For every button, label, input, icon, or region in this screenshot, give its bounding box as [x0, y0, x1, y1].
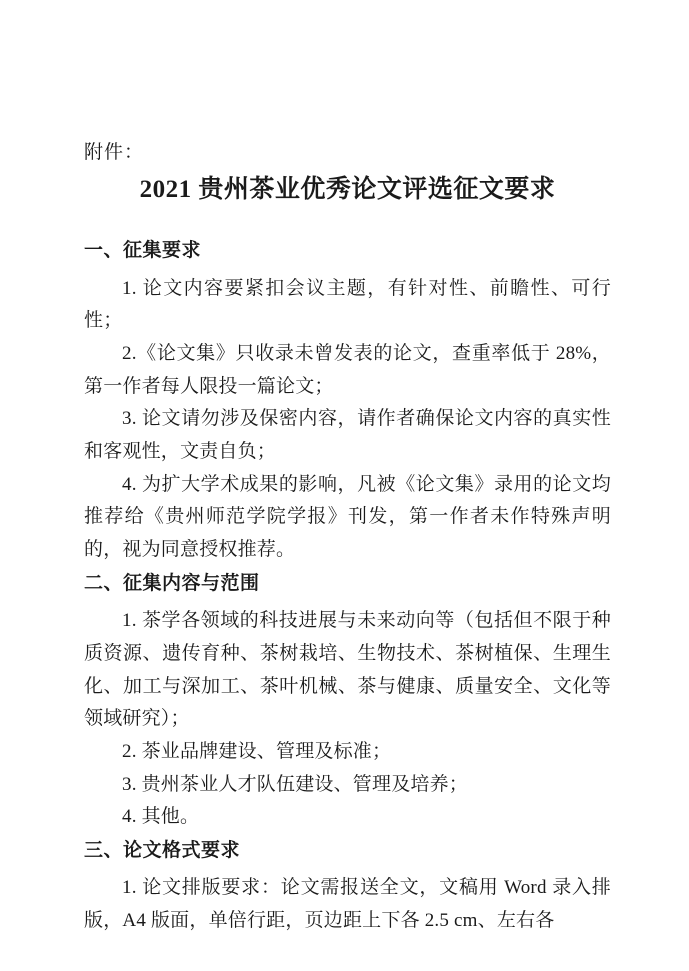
section-heading: 二、征集内容与范围 — [84, 572, 260, 594]
paragraph: 1. 论文内容要紧扣会议主题，有针对性、前瞻性、可行性； — [84, 277, 611, 332]
section-collection-requirements — [84, 236, 611, 566]
paragraph: 1. 论文排版要求：论文需报送全文，文稿用 Word 录入排版，A4 版面，单倍行距，页边距上下各 2.5 cm、左右各 — [84, 877, 611, 931]
section-heading: 三、论文格式要求 — [84, 839, 241, 861]
paragraph: 2. 茶业品牌建设、管理及标准； — [122, 740, 392, 762]
paragraph: 3. 贵州茶业人才队伍建设、管理及培养； — [122, 773, 469, 795]
section-heading: 一、征集要求 — [84, 240, 202, 262]
paragraph: 3. 论文请勿涉及保密内容，请作者确保论文内容的真实性和客观性，文责自负； — [84, 408, 611, 463]
paragraph: 2.《论文集》只收录未曾发表的论文，查重率低于 28%，第一作者每人限投一篇论文； — [84, 343, 611, 397]
paragraph: 4. 其他。 — [122, 806, 200, 828]
paragraph: 4. 为扩大学术成果的影响，凡被《论文集》录用的论文均推荐给《贵州师范学院学报》刊发，第一作者未作特殊声明的，视为同意授权推荐。 — [84, 473, 611, 561]
attachment-label: 附件： — [84, 142, 145, 163]
section-format-requirements — [84, 836, 611, 938]
section-collection-scope — [84, 569, 611, 834]
page-title: 2021 贵州茶业优秀论文评选征文要求 — [139, 175, 556, 203]
paragraph: 1. 茶学各领域的科技进展与未来动向等（包括但不限于种质资源、遗传育种、茶树栽培、生物技术、茶树植保、生理生化、加工与深加工、茶叶机械、茶与健康、质量安全、文化等领域研究）； — [84, 610, 611, 730]
